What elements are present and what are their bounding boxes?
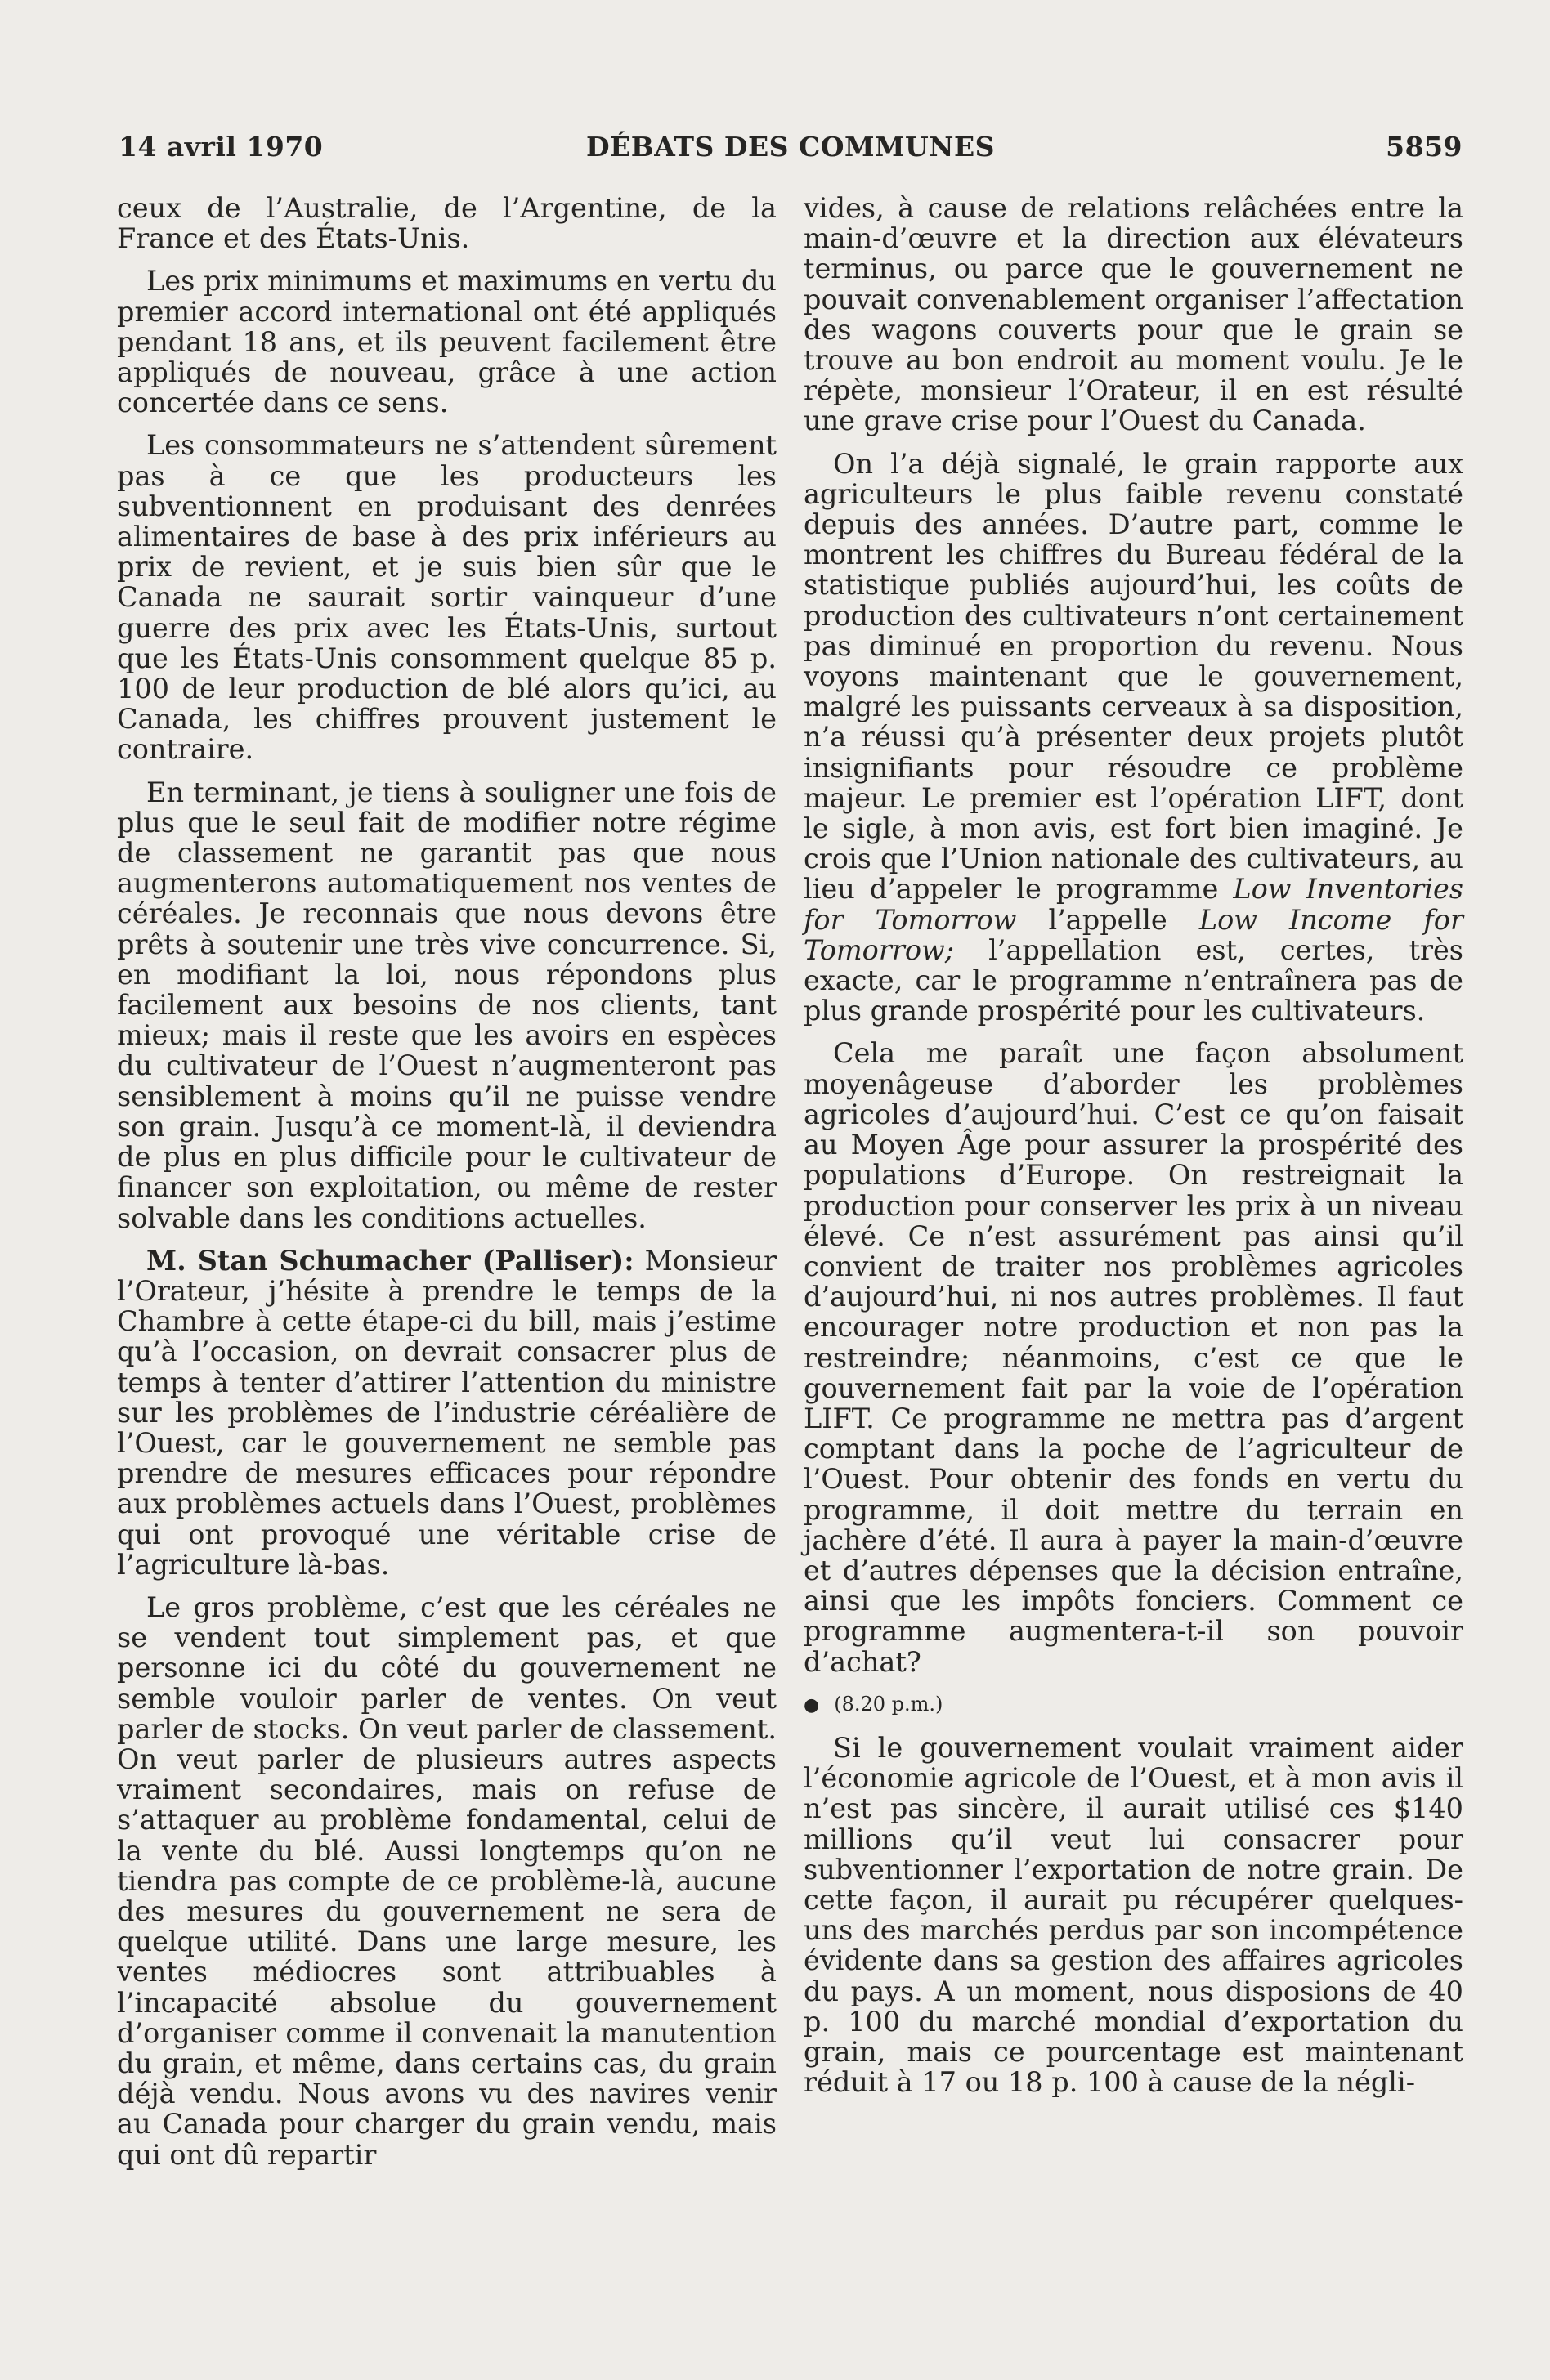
time-stamp-text: (8.20 p.m.) <box>834 1692 943 1716</box>
page-number: 5859 <box>1386 131 1463 163</box>
paragraph: vides, à cause de relations relâchées entre la main-d’œuvre et la direction aux élévateurs terminus, ou parce que le gouvernement ne pouvait convenablement organiser l’affectation des wagons couverts pour que le grain se trouve au bon endroit au moment voulu. Je le répète, monsieur l’Orateur, il en est résulté une grave crise pour l’Ouest du Canada. <box>804 192 1463 437</box>
speaker-name: M. Stan Schumacher (Palliser): <box>146 1244 634 1277</box>
paragraph: Si le gouvernement voulait vraiment aider l’économie agricole de l’Ouest, et à mon avis il n’est pas sincère, il aurait utilisé ces $140 millions qu’il veut lui consacrer pour subventionner l’exportation de notre grain. De cette façon, il aurait pu récupérer quelques-uns des marchés perdus par son incompétence évidente dans sa gestion des affaires agricoles du pays. A un moment, nous disposions de 40 p. 100 du marché mondial d’exportation du grain, mais ce pourcentage est maintenant réduit à 17 ou 18 p. 100 à cause de la négli- <box>804 1731 1463 2099</box>
paragraph: Le gros problème, c’est que les céréales ne se vendent tout simplement pas, et que personne ici du côté du gouvernement ne semble vouloir parler de ventes. On veut parler de stocks. On veut parler de classement. On veut parler de plusieurs autres aspects vraiment secondaires, mais on refuse de s’attaquer au problème fondamental, celui de la vente du blé. Aussi longtemps qu’on ne tiendra pas compte de ce problème-là, aucune des mesures du gouvernement ne sera de quelque utilité. Dans une large mesure, les ventes médiocres sont attribuables à l’incapacité absolue du gouvernement d’organiser comme il convenait la manutention du grain, et même, dans certains cas, du grain déjà vendu. Nous avons vu des navires venir au Canada pour charger du grain vendu, mais qui ont dû repartir <box>117 1590 777 2171</box>
right-column <box>804 193 1463 2109</box>
paragraph <box>804 449 1463 1027</box>
text-run: On l’a déjà signalé, le grain rapporte aux agriculteurs le plus faible revenu constaté depuis des années. D’autre part, comme le montrent les chiffres du Bureau fédéral de la statistique publiés aujourd’hui, les coûts de production des cultivateurs n’ont certainement pas diminué en proportion du revenu. Nous voyons maintenant que le gouvernement, malgré les puissants cerveaux à sa disposition, n’a réussi qu’à présenter deux projets plutôt insignifiants pour résoudre ce problème majeur. Le premier est l’opération LIFT, dont le sigle, à mon avis, est fort bien imaginé. Je crois que l’Union nationale des cultivateurs, au lieu d’appeler le programme <box>804 447 1463 906</box>
italic-text: Low Inventories for Tomorrow <box>804 873 1463 936</box>
italic-text: Low Income for Tomorrow; <box>804 903 1463 966</box>
header-title: DÉBATS DES COMMUNES <box>586 131 995 163</box>
speech-paragraph <box>117 1246 777 1580</box>
page-header <box>119 131 1463 170</box>
paragraph: En terminant, je tiens à souligner une fois de plus que le seul fait de modifier notre régime de classement ne garantit pas que nous augmenterons automatiquement nos ventes de céréales. Je reconnais que nous devons être prêts à soutenir une très vive concurrence. Si, en modifiant la loi, nous répondons plus facilement aux besoins de nos clients, tant mieux; mais il reste que les avoirs en espèces du cultivateur de l’Ouest n’augmenteront pas sensiblement à moins qu’il ne puisse vendre son grain. Jusqu’à ce moment-là, il deviendra de plus en plus difficile pour le cultivateur de financer son exploitation, ou même de rester solvable dans les conditions actuelles. <box>117 776 777 1234</box>
text-run: l’appellation est, certes, très exacte, car le programme n’entraînera pas de plus grande prospérité pour les cultivateurs. <box>804 933 1463 1027</box>
paragraph: Les prix minimums et maximums en vertu du premier accord international ont été appliqués pendant 18 ans, et ils peuvent facilement être appliqués de nouveau, grâce à une action concertée dans ce sens. <box>117 265 777 419</box>
speech-text: Monsieur l’Orateur, j’hésite à prendre le temps de la Chambre à cette étape-ci du bill, mais j’estime qu’à l’occasion, on devrait consacrer plus de temps à tenter d’attirer l’attention du ministre sur les problèmes de l’industrie céréalière de l’Ouest, car le gouvernement ne semble pas prendre de mesures efficaces pour répondre aux problèmes actuels dans l’Ouest, problèmes qui ont provoqué une véritable crise de l’agriculture là-bas. <box>117 1244 777 1581</box>
left-column <box>117 193 777 2182</box>
time-stamp <box>804 1689 1463 1720</box>
paragraph: ceux de l’Australie, de l’Argentine, de la France et des États-Unis. <box>117 192 777 255</box>
paragraph: Les consommateurs ne s’attendent sûrement pas à ce que les producteurs les subventionnent en produisant des denrées alimentaires de base à des prix inférieurs au prix de revient, et je suis bien sûr que le Canada ne saurait sortir vainqueur d’une guerre des prix avec les États-Unis, surtout que les États-Unis consomment quelque 85 p. 100 de leur production de blé alors qu’ici, au Canada, les chiffres prouvent justement le contraire. <box>117 429 777 766</box>
header-date: 14 avril 1970 <box>119 131 324 163</box>
paragraph: Cela me paraît une façon absolument moyenâgeuse d’aborder les problèmes agricoles d’aujourd’hui. C’est ce qu’on faisait au Moyen Âge pour assurer la prospérité des populations d’Europe. On restreignait la production pour conserver les prix à un niveau élevé. Ce n’est assurément pas ainsi qu’il convient de traiter nos problèmes agricoles d’aujourd’hui, ni nos autres problèmes. Il faut encourager notre production et non pas la restreindre; néanmoins, c’est ce que le gouvernement fait par la voie de l’opération LIFT. Ce programme ne mettra pas d’argent comptant dans la poche de l’agriculteur de l’Ouest. Pour obtenir des fonds en vertu du programme, il doit mettre du terrain en jachère d’été. Il aura à payer la main-d’œuvre et d’autres dépenses que la décision entraîne, ainsi que les impôts fonciers. Comment ce programme augmentera-t-il son pouvoir d’achat? <box>804 1037 1463 1678</box>
bullet-icon: ● <box>804 1694 820 1716</box>
text-run: l’appelle <box>1016 903 1199 936</box>
